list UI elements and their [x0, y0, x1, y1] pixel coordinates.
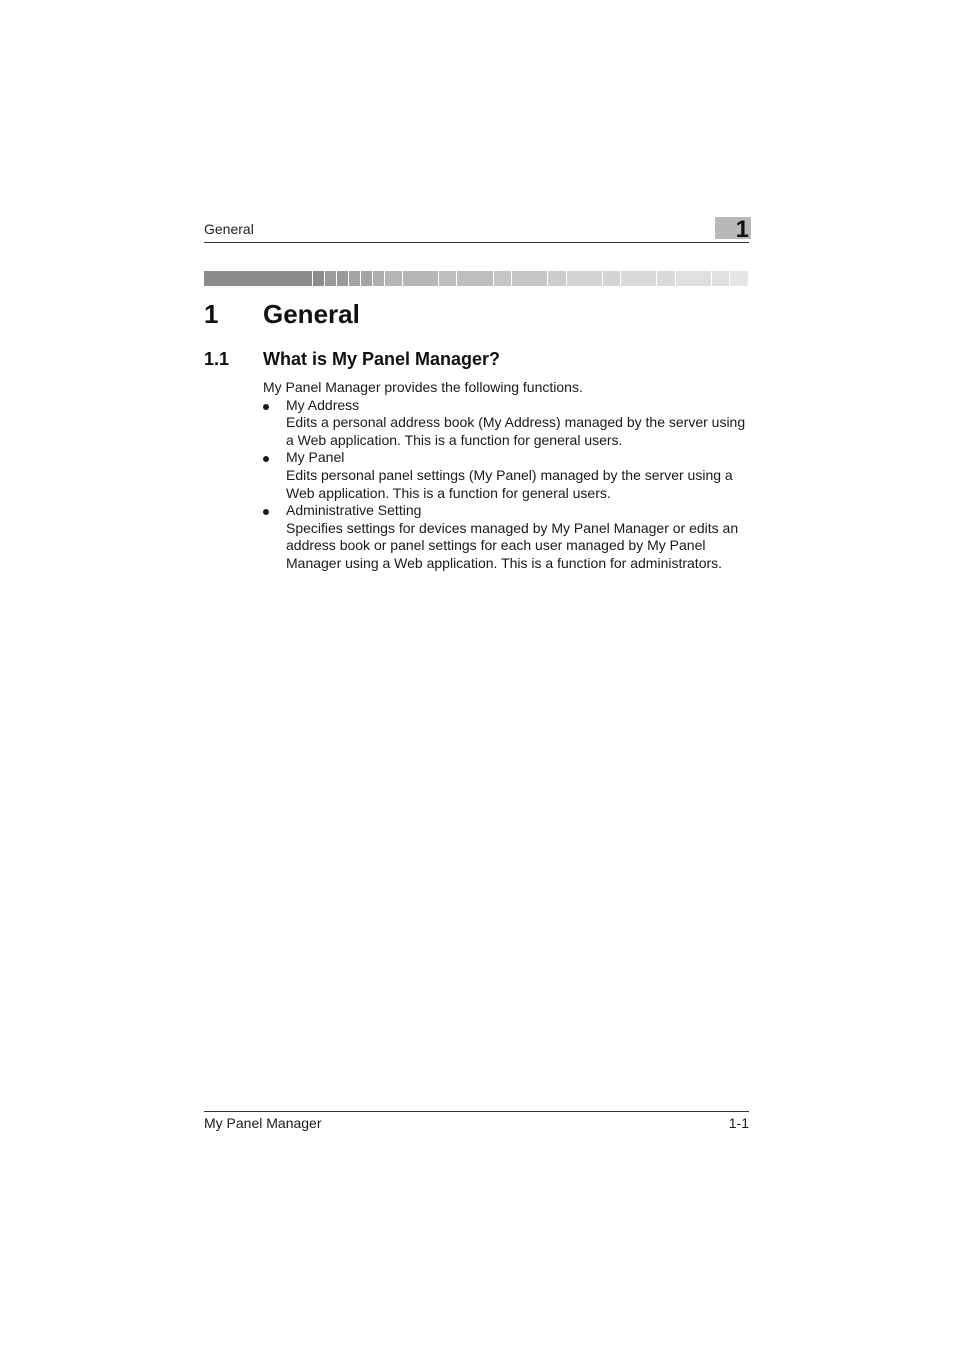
footer-page-number: 1-1: [728, 1115, 749, 1131]
list-item-description: Specifies settings for devices managed by My Panel Manager or edits an address book or panel settings for each user managed by My Panel Manager using a Web application. This is a function for administrators.: [286, 519, 739, 571]
section-number: 1.1: [204, 349, 230, 369]
intro-text: My Panel Manager provides the following functions.: [263, 379, 583, 395]
strip-segment: [621, 271, 657, 286]
bullet-icon: [263, 404, 269, 410]
strip-segment: [603, 271, 622, 286]
section-body: [263, 379, 753, 573]
list-item: [263, 449, 753, 502]
strip-segment: [325, 271, 337, 286]
strip-segment: [361, 271, 373, 286]
list-item-label: Administrative Setting: [286, 502, 422, 519]
running-header: [204, 216, 749, 243]
strip-segment: [373, 271, 385, 286]
strip-segment: [730, 271, 749, 286]
section-title: What is My Panel Manager?: [263, 349, 501, 369]
chapter-number: 1: [204, 299, 219, 329]
list-item-label: My Panel: [286, 449, 345, 466]
function-list: [263, 397, 753, 573]
strip-segment: [567, 271, 603, 286]
footer-product-name: My Panel Manager: [204, 1115, 322, 1131]
chapter-tab: [715, 216, 751, 243]
strip-segment: [439, 271, 458, 286]
decorative-strip: [204, 271, 749, 286]
strip-segment: [457, 271, 493, 286]
chapter-tab-number: 1: [735, 216, 749, 243]
list-item-description: Edits a personal address book (My Address) managed by the server using a Web application. This is a function for general users.: [286, 414, 746, 448]
list-item: [263, 502, 753, 572]
strip-segment: [313, 271, 325, 286]
strip-segment: [403, 271, 439, 286]
chapter-title: General: [263, 299, 360, 329]
list-item: [263, 397, 753, 450]
strip-segment: [385, 271, 403, 286]
bullet-icon: [263, 509, 269, 515]
strip-segment: [204, 271, 313, 286]
strip-segment: [349, 271, 361, 286]
running-header-title: General: [204, 221, 254, 237]
strip-segment: [676, 271, 712, 286]
strip-segment: [337, 271, 349, 286]
strip-segment: [548, 271, 567, 286]
bullet-icon: [263, 456, 269, 462]
page-footer: [204, 1111, 749, 1136]
strip-segment: [494, 271, 513, 286]
strip-segment: [712, 271, 731, 286]
list-item-description: Edits personal panel settings (My Panel) managed by the server using a Web application. This is a function for general users.: [286, 466, 733, 501]
strip-segment: [657, 271, 676, 286]
list-item-label: My Address: [286, 396, 360, 413]
strip-segment: [512, 271, 548, 286]
